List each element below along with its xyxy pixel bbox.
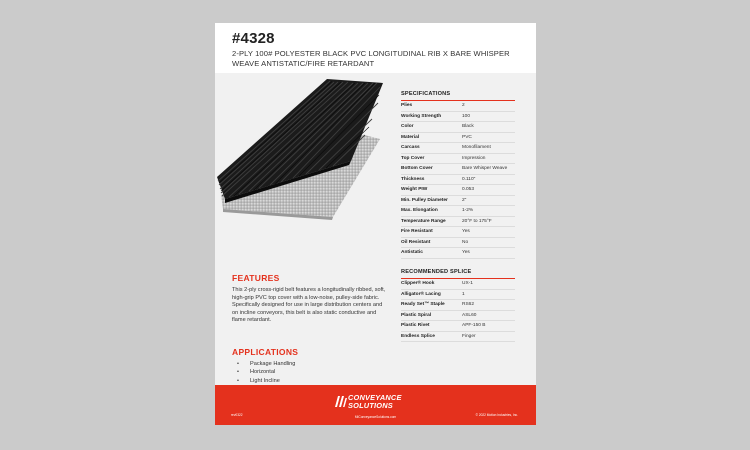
spec-value: Black (462, 124, 474, 130)
logo-mark-icon (333, 394, 347, 408)
table-row (401, 206, 515, 217)
specifications-table (401, 101, 515, 259)
spec-label: Weight PIW (401, 187, 428, 193)
spec-value: 2" (462, 197, 467, 203)
table-row (401, 164, 515, 175)
spec-label: Top Cover (401, 155, 425, 161)
website-link[interactable]: MIConveyanceSolutions.com (354, 415, 397, 419)
application-label: Horizontal (250, 369, 276, 376)
spec-value: PVC (462, 134, 472, 140)
table-row (401, 175, 515, 186)
splice-value: Finger (462, 333, 476, 339)
table-row (401, 133, 515, 144)
conveyance-solutions-logo (333, 391, 423, 413)
table-row (401, 217, 515, 228)
spec-label: Min. Pulley Diameter (401, 197, 448, 203)
applications-heading: APPLICATIONS (232, 347, 299, 357)
spec-label: Antistatic (401, 250, 423, 256)
table-row (401, 290, 515, 301)
spec-value: Bare Whisper Weave (462, 166, 508, 172)
splice-value: UX-1 (462, 281, 473, 287)
sheet-body (215, 73, 536, 385)
bullet-icon: • (237, 377, 239, 384)
spec-label: Oil Resistant (401, 239, 431, 245)
table-row (401, 122, 515, 133)
table-row (401, 112, 515, 123)
spec-label: Thickness (401, 176, 425, 182)
specifications-heading: SPECIFICATIONS (401, 91, 451, 97)
spec-label: Plies (401, 103, 413, 109)
spec-value: Yes (462, 250, 470, 256)
spec-value: Yes (462, 229, 470, 235)
splice-value: APF-150 B (462, 323, 486, 329)
spec-value: 1-2% (462, 208, 474, 214)
spec-label: Max. Elongation (401, 208, 438, 214)
spec-label: Carcass (401, 145, 420, 151)
splice-heading: RECOMMENDED SPLICE (401, 269, 472, 275)
logo-text-line-2: SOLUTIONS (348, 401, 393, 410)
table-row (401, 154, 515, 165)
spec-label: Temperature Range (401, 218, 446, 224)
applications-list (237, 360, 295, 385)
document-revision-code: rev0322 (231, 413, 243, 417)
product-number: #4328 (232, 30, 275, 47)
spec-value: No (462, 239, 469, 245)
splice-label: Alligator® Lacing (401, 291, 441, 297)
features-description: This 2-ply cross-rigid belt features a longitudinally ribbed, soft, high-grip PVC top cover with a low-noise, pulley-side fabric. Specifically designed for use in large distribution centers and on incline conveyors, this belt is also static conductive and flame retardant. (232, 287, 386, 324)
splice-label: Endless Splice (401, 333, 435, 339)
spec-value: 20°F to 175°F (462, 218, 492, 224)
copyright-notice: © 2022 Motion Industries, Inc. (475, 413, 518, 417)
table-row (401, 311, 515, 322)
bullet-icon: • (237, 369, 239, 376)
table-row (401, 143, 515, 154)
splice-label: Clipper® Hook (401, 281, 435, 287)
spec-value: 0.110" (462, 176, 476, 182)
table-row (401, 332, 515, 343)
table-row (401, 185, 515, 196)
spec-value: 0.053 (462, 187, 475, 193)
spec-label: Color (401, 124, 414, 130)
logo-text-line-1: CONVEYANCE (348, 393, 402, 402)
list-item (237, 360, 295, 368)
table-row (401, 248, 515, 259)
table-row (401, 300, 515, 311)
spec-label: Bottom Cover (401, 166, 433, 172)
table-row (401, 196, 515, 207)
spec-value: 100 (462, 113, 471, 119)
spec-value: Monofilament (462, 145, 491, 151)
sheet-footer (215, 385, 536, 425)
spec-value: Impression (462, 155, 486, 161)
application-label: Light Incline (250, 377, 280, 384)
list-item (237, 377, 295, 385)
table-row (401, 321, 515, 332)
bullet-icon: • (237, 361, 239, 367)
splice-value: RS62 (462, 302, 474, 308)
splice-label: Ready Set™ Staple (401, 302, 445, 308)
splice-value: ASL60 (462, 312, 477, 318)
spec-label: Material (401, 134, 420, 140)
product-title: 2-PLY 100# POLYESTER BLACK PVC LONGITUDINAL RIB X BARE WHISPER WEAVE ANTISTATIC/FIRE RETARDANT (232, 49, 510, 68)
table-row (401, 238, 515, 249)
splice-table (401, 279, 515, 342)
belt-product-image (215, 77, 385, 227)
list-item (237, 368, 295, 376)
application-label: Package Handling (250, 361, 296, 367)
sheet-header (215, 23, 536, 73)
spec-label: Fire Resistant (401, 229, 433, 235)
table-row (401, 227, 515, 238)
splice-label: Plastic Spiral (401, 312, 432, 318)
spec-value: 2 (462, 103, 465, 109)
spec-label: Working Strength (401, 113, 442, 119)
table-row (401, 101, 515, 112)
splice-value: 1 (462, 291, 465, 297)
product-data-sheet (215, 23, 536, 425)
features-heading: FEATURES (232, 273, 280, 283)
table-row (401, 279, 515, 290)
splice-label: Plastic Rivet (401, 323, 430, 329)
